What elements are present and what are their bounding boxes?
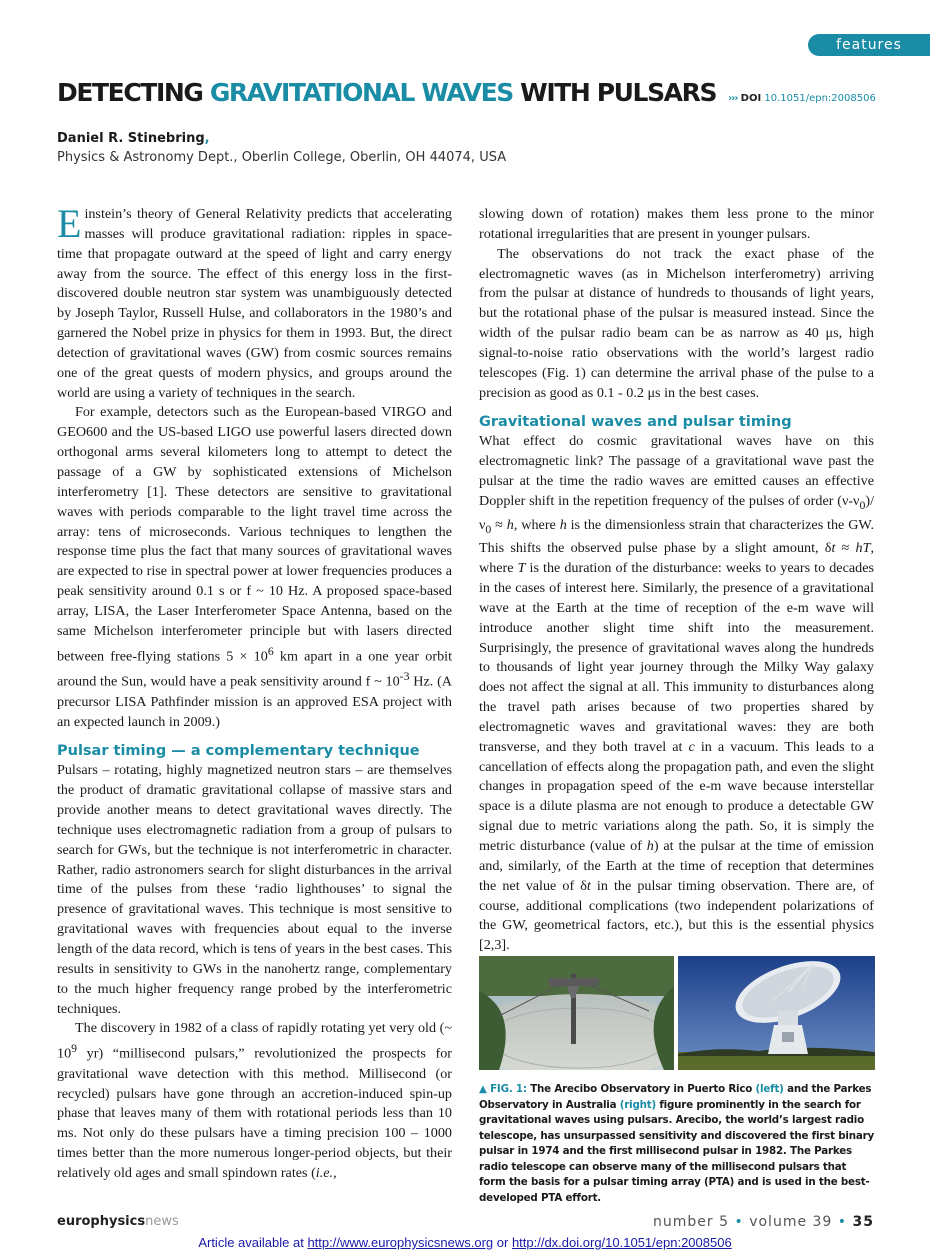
issue-info [653,1214,874,1230]
paragraph-text: Hz. (A precursor LISA Pathfinder mission is an approved ESA project with an expected launch in 2009.) [57,673,453,730]
separator: • [837,1214,848,1230]
caption-right-word: (right) [619,1098,657,1111]
paragraph-text: is the dimensionless strain that characterizes the GW. This shifts the observed pulse phase by a slight amount, δ [479,516,874,557]
volume-number: volume 39 [749,1214,833,1230]
author [57,131,210,146]
paragraph-text: , [333,1164,337,1181]
paragraph-continued: slowing down of rotation) makes them less prone to the minor rotational irregularities that are present in younger pulsars. [479,206,874,242]
italic-text: i.e. [315,1164,334,1181]
subscript: 0 [859,497,866,512]
doi-value: 10.1051/epn:2008506 [764,93,876,104]
superscript: 9 [71,1041,78,1056]
paragraph-text: is the duration of the disturbance: weeks to years to decades in the cases of interest here. Similarly, the presence of a gravitational wave at the Earth at the time of reception of the e-m wave will introduce another slight time shift into the measurement. Surprisingly, the presence of gravitational waves along the hundreds to thousands of light year journey through the Milky Way galaxy does not affect the signal at all. This immunity to disturbances along the travel path arises because of two properties shared by electromagnetic waves and gravitational waves: they are both transverse, and they both travel at [479,560,874,755]
journal-name [57,1214,179,1229]
italic-text: hT [855,540,871,557]
heading-gw-timing: Gravitational waves and pulsar timing [479,414,792,431]
italic-text: h [646,837,654,854]
paragraph-observations: The observations do not track the exact phase of the electromagnetic waves (as in Michelson interferometry) arriving from the pulsar at distance of hundreds to thousands of light years, but the rotational phase of the pulsar is measured instead. Since the width of the pulsar radio beam can be as narrow as 40 μs, high signal-to-noise ratio observations with the world’s largest radio telescopes (Fig. 1) can determine the arrival phase of the pulse to a precision as good as 0.1 - 0.2 μs in the best cases. [479,245,874,401]
paragraph-text: yr) “millisecond pulsars,” revolutionized the prospects for gravitational wave detection with this method. Millisecond (or recycled) pulsars have gone through an accretion-induced spin-up phase that leaves many of them with rotational periods less than 10 ms. Not only do these pulsars have a timing precision 100 – 1000 times better than the more numerous longer-period objects, but their relatively old ages and small spindown rates ( [57,1045,452,1181]
italic-text: T [517,560,526,577]
paragraph-intro [57,201,452,403]
paragraph-text: The discovery in 1982 of a class of rapidly rotating yet very old (~ 10 [57,1020,452,1062]
paragraph-text: )/ν [479,492,874,533]
paragraph-text: in a vacuum. This leads to a cancellation of effects along the propagation path, and even the slight changes in propagation speed of the e-m wave because interstellar space is a dilute plasma are not enough to produce a detectable GW signal due to metric variations along the path. So, it is simply the metric disturbance (value of [479,738,874,854]
parkes-photo [678,956,875,1070]
title-row [57,78,897,107]
italic-text: h [559,516,567,533]
figure-caption [479,1082,875,1206]
article-title [57,78,716,107]
paragraph-effect [479,432,874,956]
italic-text: c [688,738,695,755]
arecibo-photo [479,956,674,1070]
paragraph-text: ≈ [491,516,507,533]
paragraph-text: For example, detectors such as the European-based VIRGO and GEO600 and the US-based LIGO use powerful lasers directed down orthogonal arms several kilometers long to attempt to detect the passage of a GW by sophisticated extensions of Michelson interferometry [1]. These detectors are sensitive to gravitational waves with periods comparable to the light travel time across the array: tens of microseconds. Various techniques to lengthen the response time plus the fact that many sources of gravitational waves are expected to rise in spectral power at lower frequencies produces a peak sensitivity around 0.1 s or f ~ 10 Hz. A proposed space-based array, LISA, the Laser Interferometer Space Antenna, based on the same Michelson interferometer principle but with lasers directed between free-flying stations 5 × 10 [57,404,452,665]
author-comma: , [204,131,210,146]
paragraph-text: in the pulsar timing observation. There are, of course, additional complications (two independent polarizations of the GW, geometrical factors, etc.), but this is the essential physics [2,3]. [479,877,874,954]
availability-middle: or [493,1235,512,1250]
availability-line [0,1235,930,1250]
doi-label: DOI [740,93,762,104]
paragraph-text: , where [513,516,560,533]
paragraph-text: ≈ [835,540,856,557]
paragraph-detectors [57,403,452,732]
right-column [479,205,874,956]
superscript: 6 [267,643,274,658]
subscript: 0 [485,521,492,536]
separator: • [734,1214,744,1230]
doi-arrows-icon: ››› [728,93,738,104]
title-part-3: WITH PULSARS [512,78,717,107]
journal-name-light: news [145,1214,179,1229]
figure-marker: ▲ FIG. 1: [479,1083,527,1095]
paragraph-text: , where [479,540,874,577]
section-tab: features [808,34,930,56]
paragraph-millisecond [57,1019,452,1183]
doi [728,93,876,104]
italic-text: t [586,877,591,894]
paragraph-text: km apart in a one year orbit around the Sun, would have a peak sensitivity around f ~ 10 [57,648,452,690]
caption-text: and the Parkes Observatory in Australia [479,1083,872,1111]
issue-number: number 5 [653,1214,730,1230]
italic-text: h [506,516,514,533]
heading-pulsar-timing: Pulsar timing — a complementary technique [57,743,420,760]
affiliation: Physics & Astronomy Dept., Oberlin College, Oberlin, OH 44074, USA [57,150,507,165]
paragraph-text: ) at the pulsar at the time of emission and, similarly, of the Earth at the time of reception that determines the net value of δ [479,837,874,894]
superscript: -3 [399,669,410,684]
paragraph-intro-text: instein’s theory of General Relativity predicts that accelerating masses will produce gravitational radiation: ripples in space-time that propagate outward at the speed of light and carry energy away from the source. The effect of this energy loss in the first-discovered double neutron star system was unambiguously detected by Joseph Taylor, Russell Hulse, and collaborators in the 1980’s and garnered the Nobel prize in physics for them in 1993. But, the direct detection of gravitational waves (GW) from cosmic sources remains one of the great quests of modern physics, and groups around the world are using a variety of techniques in the search. [57,206,452,401]
paragraph-text: What effect do cosmic gravitational waves have on this electromagnetic link? The passage of a gravitational wave past the pulsar at the time the radio waves are emitted causes an effective Doppler shift in the repetition frequency of the pulses of order (ν-ν [479,433,874,509]
page-number: 35 [852,1214,874,1230]
paragraph-pulsars: Pulsars – rotating, highly magnetized neutron stars – are themselves the product of dramatic gravitational collapse of massive stars and provide another means to detect gravitational waves directly. The technique uses electromagnetic radiation from a group of pulsars to search for GWs, but the technique is not interferometric in character. Rather, radio astronomers search for slight disturbances in the arrival time of the pulses from these ‘radio lighthouses’ to signal the presence of gravitational waves. This technique is most sensitive to gravitational waves with frequencies about equal to the inverse length of the data record, which is tens of years in the best cases. This results in sensitivity to GWs in the nanohertz range, complementary to the much higher frequency range probed by the interferometric techniques. [57,762,452,1017]
journal-name-bold: europhysics [57,1214,146,1229]
caption-text: The Arecibo Observatory in Puerto Rico [526,1083,756,1095]
caption-text: figure prominently in the search for gravitational waves using pulsars. Arecibo, the world’s largest radio telescope, has unsurpassed sensitivity and discovered the first binary pulsar in 1974 and the first millisecond pulsar in 1982. The Parkes radio telescope can observe many of the millisecond pulsars that form the basis for a pulsar timing array (PTA) and is used in the best-developed PTA effort. [479,1098,874,1204]
left-column [57,201,453,1184]
figure-photos [479,956,875,1070]
caption-left-word: (left) [755,1083,784,1095]
title-part-2: GRAVITATIONAL WAVES [209,78,513,107]
availability-prefix: Article available at [198,1235,308,1250]
doi-link[interactable]: http://dx.doi.org/10.1051/epn:2008506 [511,1235,732,1250]
drop-cap: E [57,201,82,246]
italic-text: t [831,540,836,557]
author-name: Daniel R. Stinebring [57,131,205,146]
title-part-1: DETECTING [57,78,210,107]
europhysicsnews-link[interactable]: http://www.europhysicsnews.org [307,1235,494,1250]
